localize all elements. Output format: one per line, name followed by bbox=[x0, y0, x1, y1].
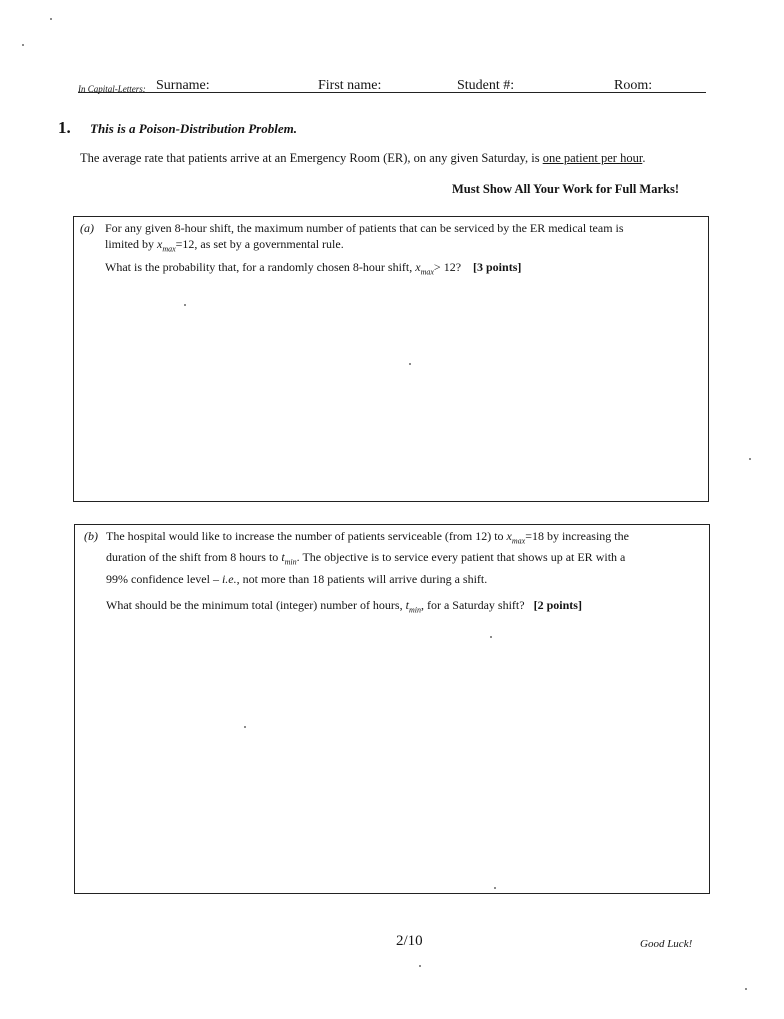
capital-letters-note: In Capital-Letters: bbox=[78, 84, 146, 94]
scan-speck bbox=[419, 965, 421, 967]
intro-text: The average rate that patients arrive at an Emergency Room (ER), on any given Saturday, is bbox=[80, 151, 543, 165]
page-number: 2/10 bbox=[396, 933, 423, 949]
part-b-text bbox=[106, 528, 702, 618]
scan-speck bbox=[749, 458, 751, 460]
part-b-line3: 99% confidence level – i.e., not more than 18 patients will arrive during a shift. bbox=[106, 571, 488, 586]
scan-speck bbox=[22, 44, 24, 46]
part-a-line2: limited by $x_{max}=12$, as set by a governmental rule. bbox=[105, 237, 344, 254]
scan-speck bbox=[745, 988, 747, 990]
part-b-points: [2 points] bbox=[533, 597, 582, 612]
student-number-label: Student #: bbox=[457, 78, 515, 93]
question-number: 1. bbox=[58, 118, 71, 137]
part-b-label: (b) bbox=[84, 529, 98, 543]
part-a-question: What is the probability that, for a randomly chosen 8-hour shift, $x_{max}> 12$? [3 points] bbox=[105, 260, 522, 277]
scan-speck bbox=[494, 887, 496, 889]
scan-speck bbox=[490, 636, 492, 638]
part-b-line1: The hospital would like to increase the number of patients serviceable (from 12) to $x_{max}=18$ by increasing the bbox=[106, 529, 629, 546]
question-intro bbox=[80, 151, 645, 166]
intro-rate: one patient per hour bbox=[542, 151, 643, 165]
intro-end: . bbox=[642, 151, 646, 165]
part-a-line1: For any given 8-hour shift, the maximum number of patients that can be serviced by the ER medical team is bbox=[105, 221, 624, 235]
header-rule bbox=[78, 92, 706, 93]
part-a-text bbox=[105, 220, 705, 281]
room-label: Room: bbox=[614, 78, 653, 93]
scan-speck bbox=[244, 726, 246, 728]
first-name-label: First name: bbox=[318, 78, 382, 93]
good-luck-note: Good Luck! bbox=[640, 938, 693, 950]
part-b-question: What should be the minimum total (integer) number of hours, $t_{min}$, for a Saturday shift? [2 points] bbox=[106, 597, 582, 615]
part-a-label: (a) bbox=[80, 221, 94, 235]
scan-speck bbox=[409, 363, 411, 365]
question-title: This is a Poison-Distribution Problem. bbox=[90, 121, 297, 136]
must-show-note: Must Show All Your Work for Full Marks! bbox=[452, 182, 679, 196]
scan-speck bbox=[184, 304, 186, 306]
part-b-line2: duration of the shift from 8 hours to $t_{min}$. The objective is to service every patient that shows up at ER with a bbox=[106, 550, 626, 567]
part-a-points: [3 points] bbox=[473, 260, 522, 275]
scan-speck bbox=[50, 18, 52, 20]
surname-label: Surname: bbox=[156, 78, 210, 93]
